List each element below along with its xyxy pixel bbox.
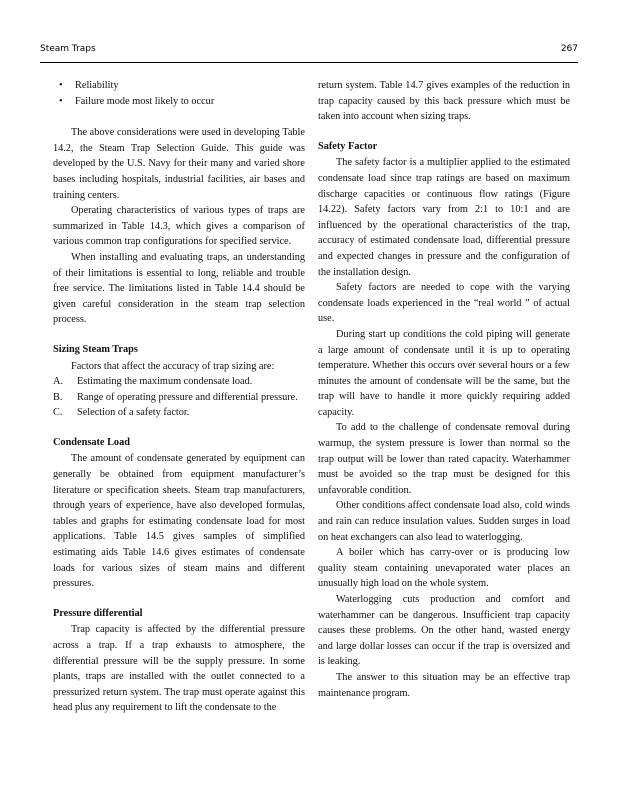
section-heading-safety: Safety Factor: [318, 140, 378, 152]
running-title: Steam Traps: [40, 44, 96, 54]
header-rule: [40, 62, 578, 63]
paragraph: The answer to this situation may be an effective trap maintenance program.: [318, 671, 570, 699]
section-heading-condensate: Condensate Load: [53, 436, 130, 448]
paragraph: The safety factor is a multiplier applied to the estimated condensate load since trap ratings are based on maximum discharge capacities or continuous flow ratings (Figure 14.22). Safety factors vary from 2:1 to 10:1 and are influenced by the operational characteristics of the trap, accuracy of estimated condensate load, differential pressure and expected changes in pressure and the configuration of the installation design.: [318, 157, 570, 278]
list-item: • Reliability: [53, 78, 305, 94]
list-letter: C.: [53, 407, 63, 419]
paragraph: The above considerations were used in developing Table 14.2, the Steam Trap Selection Guide. This guide was developed by the U.S. Navy for their many and varied shore bases including hospitals, industrial facilities, air bases and training centers.: [53, 127, 305, 201]
paragraph: Trap capacity is affected by the differential pressure across a trap. If a trap exhausts to atmosphere, the differential pressure will be the supply pressure. In some plants, traps are installed with the outlet connected to a pressurized return system. The trap must operate against this head plus any requirement to lift the condensate to the: [53, 624, 305, 714]
paragraph: To add to the challenge of condensate removal during warmup, the system pressure is lower than normal so the trap output will be lower than rated capacity. Waterhammer must be avoided so the trap must be designed for this unfavorable condition.: [318, 422, 570, 496]
right-column: [318, 78, 570, 701]
sizing-factors-list: [53, 374, 305, 421]
paragraph: Safety factors are needed to cope with the varying condensate loads experienced in the “real world ” of actual use.: [318, 282, 570, 325]
running-header: [40, 44, 578, 58]
paragraph: Factors that affect the accuracy of trap sizing are:: [71, 360, 275, 372]
paragraph: Other conditions affect condensate load also, cold winds and rain can reduce insulation values. Sudden surges in load on heat exchangers can also lead to waterlogging.: [318, 500, 570, 543]
section-heading-sizing: Sizing Steam Traps: [53, 343, 138, 355]
paragraph: When installing and evaluating traps, an understanding of their limitations is essential to long, reliable and trouble free service. The limitations listed in Table 14.4 should be given careful consideration in the steam trap selection process.: [53, 251, 305, 326]
list-item: [53, 405, 305, 421]
paragraph: A boiler which has carry-over or is producing low quality steam containing unevaporated water places an unusually high load on the whole system.: [318, 547, 570, 590]
list-item: [53, 374, 305, 390]
paragraph: Operating characteristics of various types of traps are summarized in Table 14.3, which gives a comparison of various common trap configurations for specified service.: [53, 205, 305, 248]
list-item: [53, 390, 305, 406]
section-heading-pressure: Pressure differential: [53, 607, 143, 619]
left-column: [53, 78, 305, 716]
list-text: Estimating the maximum condensate load.: [77, 376, 253, 388]
paragraph: During start up conditions the cold piping will generate a large amount of condensate until it is up to operating temperature. Whether this occurs over several hours or a few minutes the amount of condensate will be the same, but the trap will have to handle it more quickly requiring added capacity.: [318, 328, 570, 418]
paragraph-continuation: return system. Table 14.7 gives examples of the reduction in trap capacity caused by this back pressure which must be taken into account when sizing traps.: [318, 80, 570, 123]
list-letter: B.: [53, 391, 63, 403]
list-item: • Failure mode most likely to occur: [53, 94, 305, 110]
list-text: Selection of a safety factor.: [77, 407, 190, 419]
considerations-list: [53, 78, 305, 109]
paragraph: The amount of condensate generated by equipment can generally be obtained from equipment manufacturer’s literature or specification sheets. Steam trap manufacturers, through years of experience, have also developed formulas, tables and graphs for estimating condensate load for most applications. Table 14.5 gives samples of simplified estimating aids Table 14.6 gives estimates of condensate loads for various sizes of steam mains and different pressures.: [53, 453, 305, 590]
list-text: Range of operating pressure and differential pressure.: [77, 391, 298, 403]
list-letter: A.: [53, 376, 64, 388]
page-number: 267: [560, 44, 578, 54]
paragraph: Waterlogging cuts production and comfort and waterhammer can be dangerous. Insufficient trap capacity causes these problems. On the other hand, wasted energy and large dollar losses can occur if the trap is oversized and is leaking.: [318, 594, 570, 668]
